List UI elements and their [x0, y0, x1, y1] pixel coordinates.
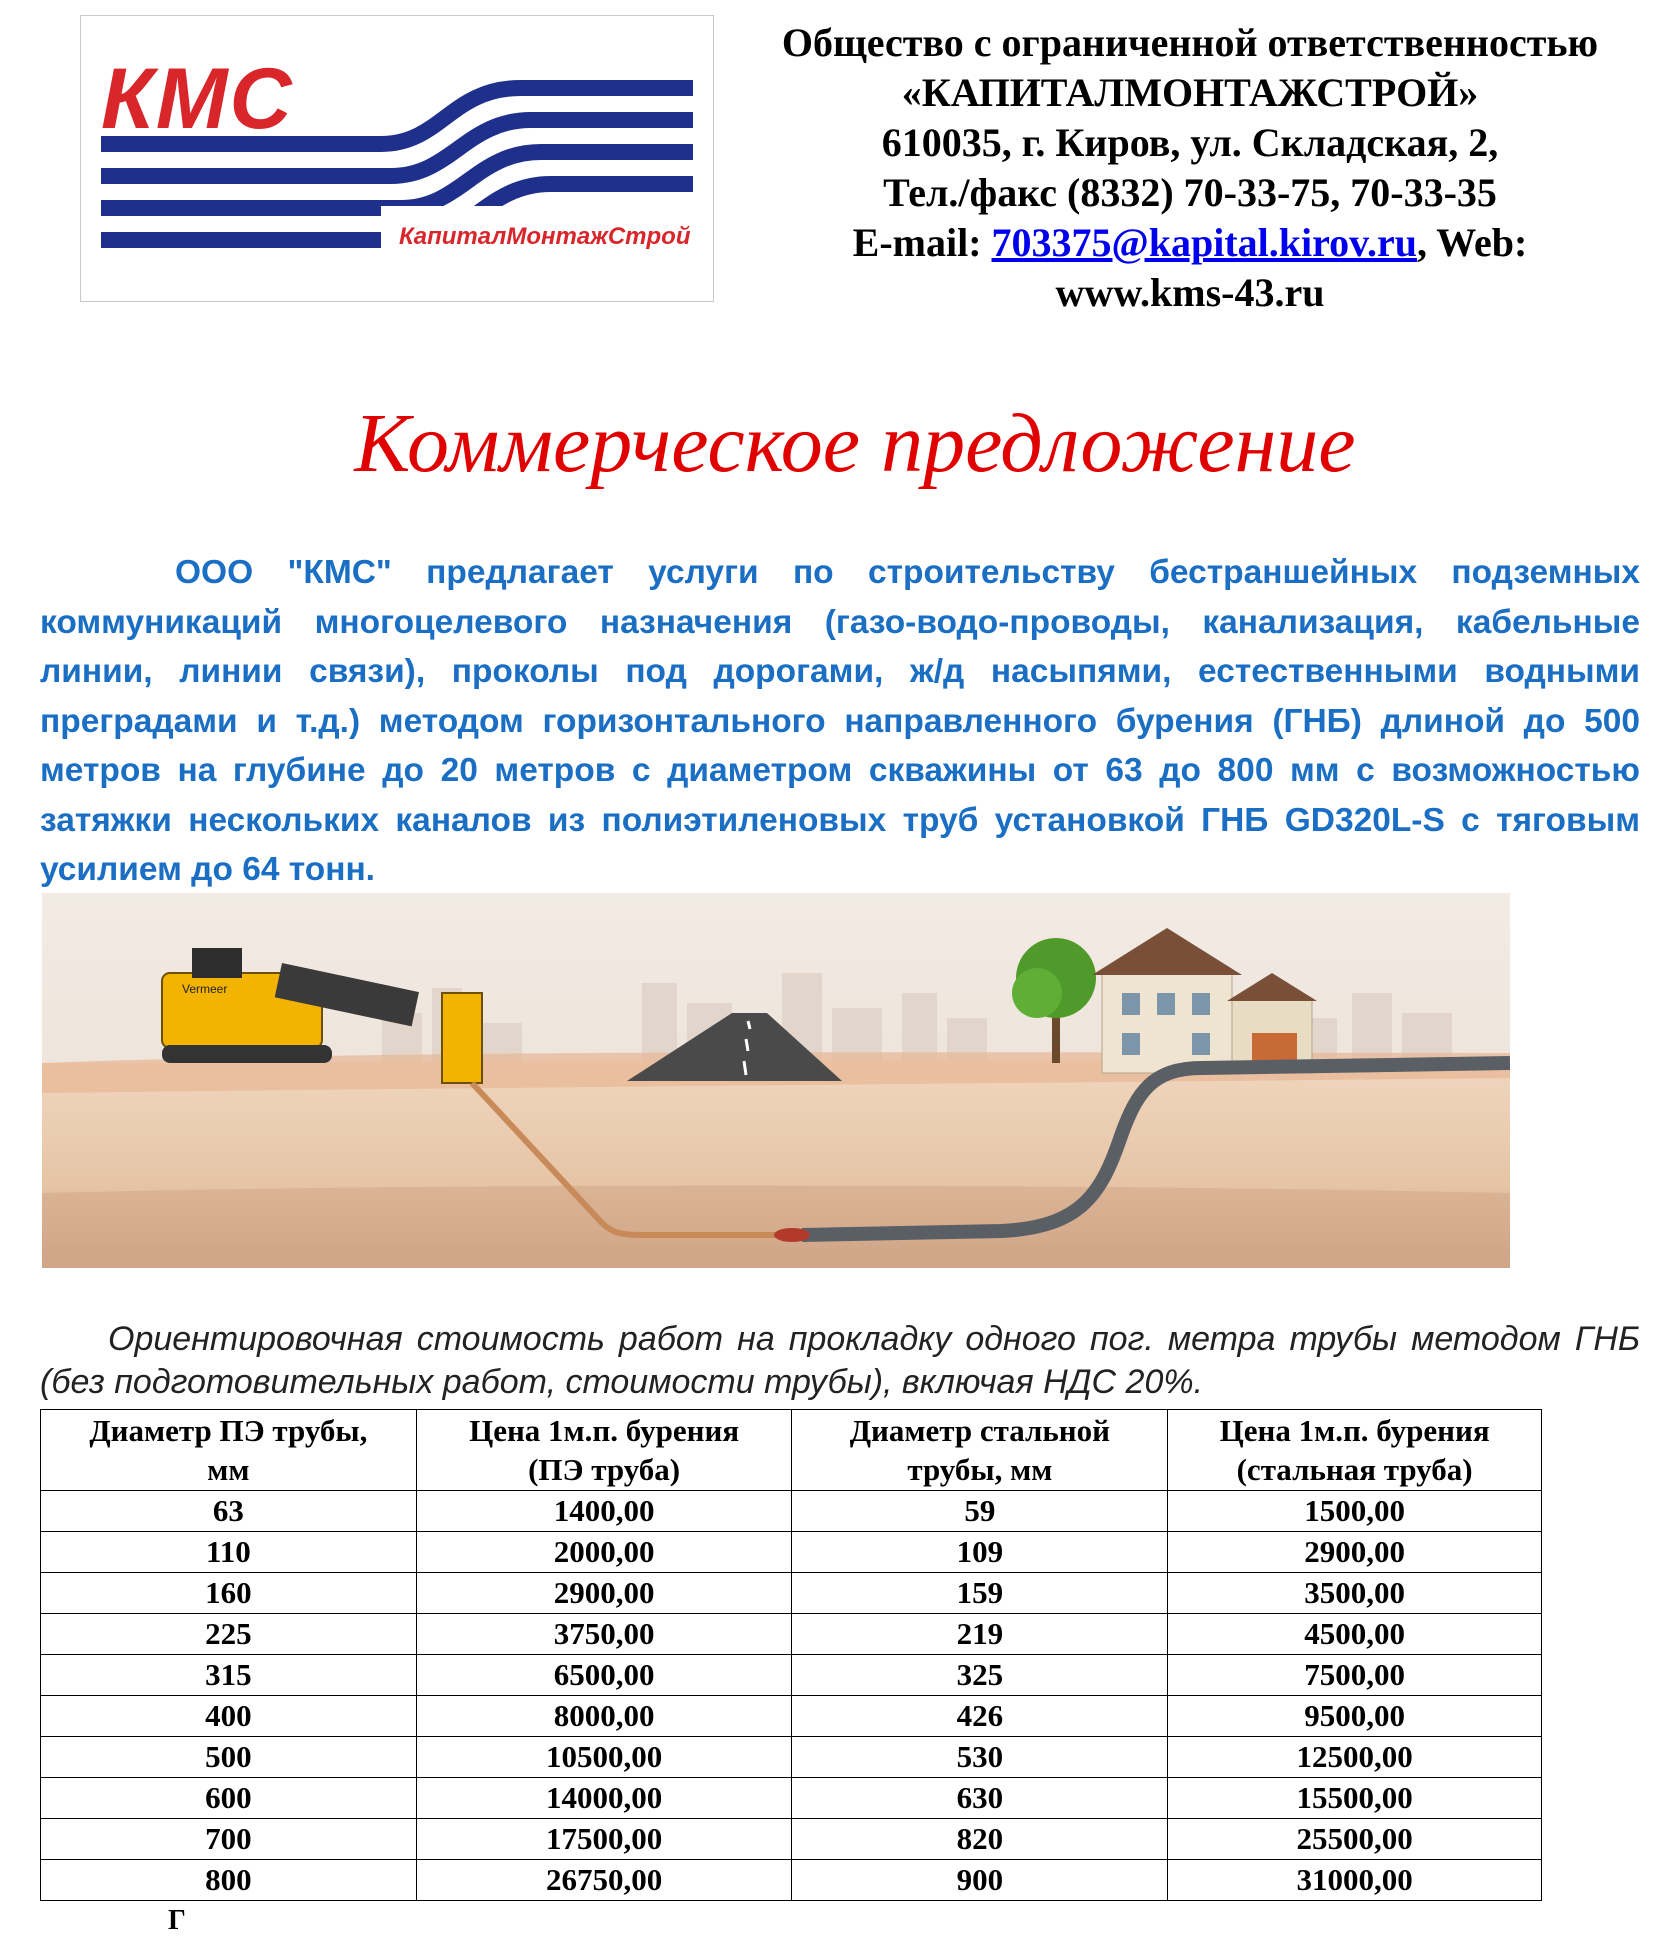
pe-price-cell: 6500,00 — [416, 1655, 792, 1696]
pe-price-cell: 2900,00 — [416, 1573, 792, 1614]
pe-price-cell: 17500,00 — [416, 1819, 792, 1860]
table-row — [41, 1573, 1542, 1614]
steel-diameter-cell: 109 — [792, 1532, 1168, 1573]
logo-abbr: КМС — [101, 51, 294, 147]
intro-paragraph — [40, 548, 1640, 895]
pe-price-cell: 8000,00 — [416, 1696, 792, 1737]
header-org-type: Общество с ограниченной ответственностью — [781, 20, 1599, 65]
table-row — [41, 1491, 1542, 1532]
header-pe-price: Цена 1м.п. бурения (ПЭ труба) — [416, 1410, 792, 1491]
table-row — [41, 1860, 1542, 1901]
table-row — [41, 1614, 1542, 1655]
table-row — [41, 1778, 1542, 1819]
pe-diameter-cell: 400 — [41, 1696, 417, 1737]
steel-price-cell: 12500,00 — [1168, 1737, 1542, 1778]
pe-diameter-cell: 225 — [41, 1614, 417, 1655]
pe-price-cell: 1400,00 — [416, 1491, 792, 1532]
pe-diameter-cell: 110 — [41, 1532, 417, 1573]
hdd-illustration — [42, 893, 1510, 1268]
table-row — [41, 1655, 1542, 1696]
table-row — [41, 1819, 1542, 1860]
steel-diameter-cell: 820 — [792, 1819, 1168, 1860]
steel-diameter-cell: 900 — [792, 1860, 1168, 1901]
pe-price-cell: 14000,00 — [416, 1778, 792, 1819]
table-header-row — [41, 1410, 1542, 1491]
steel-diameter-cell: 426 — [792, 1696, 1168, 1737]
header-address: 610035, г. Киров, ул. Складская, 2, — [881, 120, 1499, 165]
web-label: , Web: — [1416, 220, 1528, 265]
steel-price-cell: 4500,00 — [1168, 1614, 1542, 1655]
steel-diameter-cell: 630 — [792, 1778, 1168, 1819]
logo-company-name: КапиталМонтажСтрой — [399, 223, 691, 250]
steel-diameter-cell: 219 — [792, 1614, 1168, 1655]
header-contacts — [720, 218, 1660, 268]
header-org-name: «КАПИТАЛМОНТАЖСТРОЙ» — [901, 70, 1479, 115]
table-row — [41, 1737, 1542, 1778]
steel-price-cell: 1500,00 — [1168, 1491, 1542, 1532]
email-label: E-mail: — [852, 220, 992, 265]
pe-diameter-cell: 700 — [41, 1819, 417, 1860]
company-logo — [80, 15, 714, 302]
header-pe-diameter: Диаметр ПЭ трубы, мм — [41, 1410, 417, 1491]
page-title: Коммерческое предложение — [354, 397, 1356, 490]
header-steel-diameter: Диаметр стальной трубы, мм — [792, 1410, 1168, 1491]
steel-diameter-cell: 530 — [792, 1737, 1168, 1778]
company-header — [720, 18, 1660, 318]
price-table — [40, 1409, 1542, 1901]
pe-diameter-cell: 800 — [41, 1860, 417, 1901]
pe-diameter-cell: 63 — [41, 1491, 417, 1532]
header-steel-price: Цена 1м.п. бурения (стальная труба) — [1168, 1410, 1542, 1491]
steel-price-cell: 3500,00 — [1168, 1573, 1542, 1614]
steel-diameter-cell: 59 — [792, 1491, 1168, 1532]
pe-price-cell: 26750,00 — [416, 1860, 792, 1901]
pe-diameter-cell: 315 — [41, 1655, 417, 1696]
steel-price-cell: 15500,00 — [1168, 1778, 1542, 1819]
steel-price-cell: 31000,00 — [1168, 1860, 1542, 1901]
steel-price-cell: 2900,00 — [1168, 1532, 1542, 1573]
cost-note — [40, 1318, 1640, 1404]
steel-price-cell: 7500,00 — [1168, 1655, 1542, 1696]
steel-diameter-cell: 159 — [792, 1573, 1168, 1614]
footnote-mark: Г — [168, 1905, 186, 1936]
cost-note-text: Ориентировочная стоимость работ на прокладку одного пог. метра трубы методом ГНБ (без подготовительных работ, стоимости трубы), включая НДС 20%. — [40, 1320, 1640, 1401]
steel-price-cell: 9500,00 — [1168, 1696, 1542, 1737]
kms-logo-graphic — [81, 16, 713, 301]
table-row — [41, 1532, 1542, 1573]
pe-diameter-cell: 500 — [41, 1737, 417, 1778]
rig-brand: Vermeer — [182, 982, 228, 996]
pe-price-cell: 2000,00 — [416, 1532, 792, 1573]
header-phone: Тел./факс (8332) 70-33-75, 70-33-35 — [883, 170, 1497, 215]
pe-diameter-cell: 160 — [41, 1573, 417, 1614]
steel-price-cell: 25500,00 — [1168, 1819, 1542, 1860]
intro-text: ООО "КМС" предлагает услуги по строительству бестраншейных подземных коммуникаций многоцелевого назначения (газо-водо-проводы, канализация, кабельные линии, линии связи), проколы под дорогами, ж/д насыпями, естественными водными преградами и т.д.) методом горизонтального направленного бурения (ГНБ) длиной до 500 метров на глубине до 20 метров с диаметром скважины от 63 до 800 мм с возможностью затяжки нескольких каналов из полиэтиленовых труб установкой ГНБ GD320L-S с тяговым усилием до 64 тонн. — [40, 554, 1640, 888]
table-row — [41, 1696, 1542, 1737]
pe-price-cell: 3750,00 — [416, 1614, 792, 1655]
email-link[interactable]: 703375@kapital.kirov.ru — [991, 220, 1417, 265]
steel-diameter-cell: 325 — [792, 1655, 1168, 1696]
pe-diameter-cell: 600 — [41, 1778, 417, 1819]
header-website[interactable]: www.kms-43.ru — [1055, 270, 1325, 315]
pe-price-cell: 10500,00 — [416, 1737, 792, 1778]
